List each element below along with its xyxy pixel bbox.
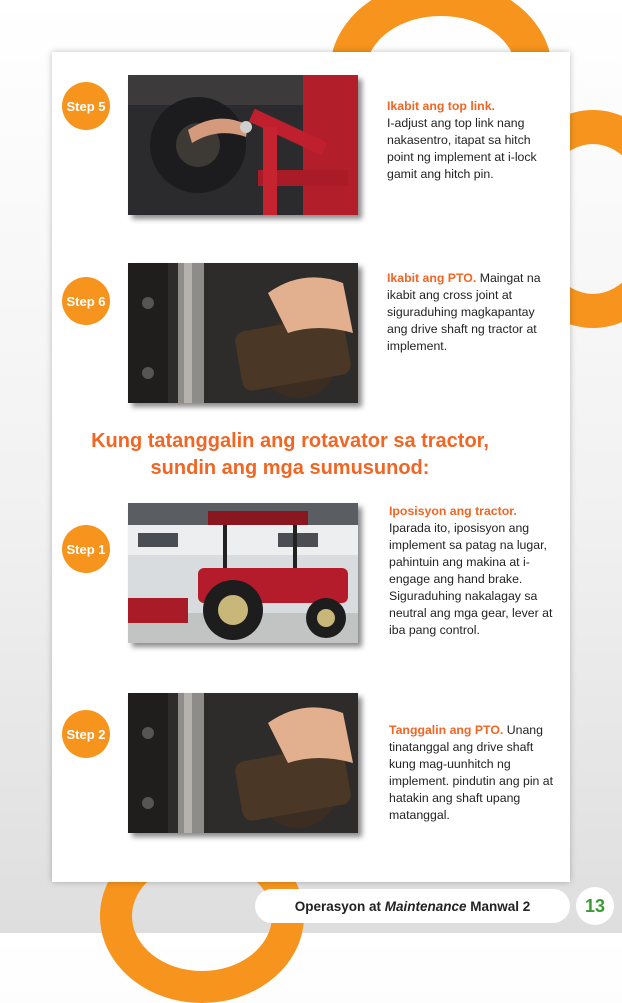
section-heading xyxy=(40,428,540,482)
step-6-description xyxy=(387,270,557,355)
tractor-rotavator-photo xyxy=(128,503,358,643)
section-heading-line-1: Kung tatanggalin ang rotavator sa tractor, xyxy=(91,430,489,452)
footer-italic: Maintenance xyxy=(384,898,467,914)
pto-drive-shaft-photo xyxy=(128,263,358,403)
pto-drive-shaft-photo xyxy=(128,693,358,833)
step-1-badge: Step 1 xyxy=(62,525,110,573)
step-1-text: Iparada ito, iposisyon ang implement sa patag na lugar, pahintuin ang makina at i-engage ang hand brake. Siguraduhing nakalagay sa neutral ang mga gear, lever at iba pang control. xyxy=(389,521,553,637)
section-heading-line-2: sundin ang mga sumusunod: xyxy=(150,457,430,479)
step-5-badge: Step 5 xyxy=(62,82,110,130)
top-link-hitch-photo xyxy=(128,75,358,215)
step-5-title: Ikabit ang top link. xyxy=(387,99,495,113)
footer-suffix: Manwal 2 xyxy=(466,898,531,914)
step-6-title: Ikabit ang PTO. xyxy=(387,271,477,285)
manual-title-footer xyxy=(255,889,570,923)
footer-prefix: Operasyon at xyxy=(294,898,385,914)
step-1-title: Iposisyon ang tractor. xyxy=(389,504,517,518)
step-1-description xyxy=(389,503,559,639)
page-number: 13 xyxy=(576,887,614,925)
step-5-description xyxy=(387,98,557,183)
step-6-text: Maingat na ikabit ang cross joint at siguraduhing magkapantay ang drive shaft ng tractor at implement. xyxy=(387,271,541,353)
step-2-badge: Step 2 xyxy=(62,710,110,758)
step-2-text: Unang tinatanggal ang drive shaft kung mag-uunhitch ng implement. pindutin ang pin at hatakin ang shaft upang matanggal. xyxy=(389,723,554,822)
step-2-description xyxy=(389,722,559,824)
step-6-badge: Step 6 xyxy=(62,277,110,325)
step-2-title: Tanggalin ang PTO. xyxy=(389,723,504,737)
step-5-text: I-adjust ang top link nang nakasentro, itapat sa hitch point ng implement at i-lock gamit ang hitch pin. xyxy=(387,116,537,181)
